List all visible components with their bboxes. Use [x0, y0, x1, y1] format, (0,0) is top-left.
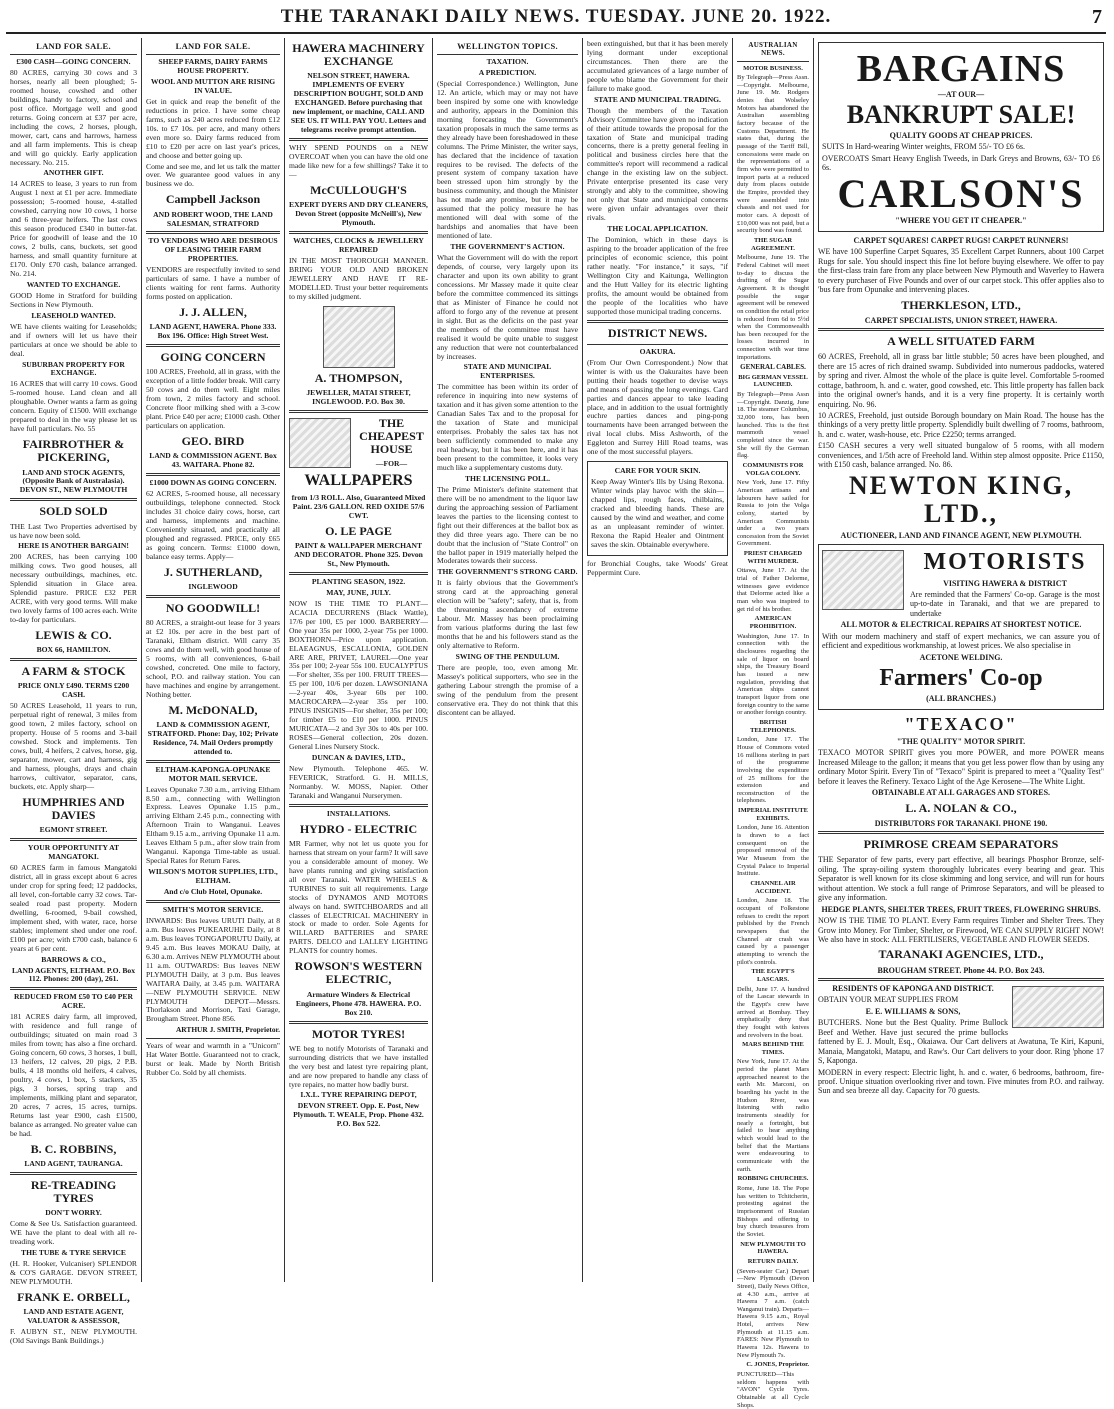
article-subheading: IMPERIAL INSTITUTE EXHIBITS.: [738, 807, 808, 822]
article-body: London, June 17. The House of Commons voted 16 millions sterling in part of the programme involving the expenditure of 25 millions for the extension and reconstruction of the telephones.: [737, 736, 809, 805]
signature: ARTHUR J. SMITH, Proprietor.: [175, 1025, 280, 1035]
ad-heading: £1000 DOWN AS GOING CONCERN.: [149, 478, 277, 488]
ad-heading: SUBURBAN PROPERTY FOR EXCHANGE.: [22, 359, 125, 378]
advertiser-name: ROWSON'S WESTERN ELECTRIC,: [294, 959, 423, 987]
ad-heading: HERE IS ANOTHER BARGAIN!: [18, 541, 129, 551]
article-body: London, June 16. Attention is drawn to a fact consequent on the proposed removal of the War Museum from the Crystal Palace to Imperial Institute.: [737, 824, 809, 878]
ad-body: for Bronchial Coughs, take Woods' Great Peppermint Cure.: [587, 558, 728, 577]
advertiser-address: LAND AGENT, HAWERA. Phone 333. Box 196. Office: High Street West.: [149, 322, 277, 341]
ad-body: 200 ACRES, has been carrying 100 milking cows. Two good houses, all necessary outbuildings, machines, etc. Splendid situation in Glace area. Splendid pasture. PRICE £32 PER ACRE, with very good terms. Will make two lovely farms of 100 acres each. Write to-day for particulars.: [10, 552, 137, 625]
column-1: [6, 38, 142, 1345]
ad-body: Are reminded that the Farmers' Co-op. Garage is the most up-to-date in Taranaki, and that we are prepared to undertake: [910, 589, 1100, 618]
ad-body: PUNCTURED—This seldom happens with "AVON" Cycle Tyres. Obtainable at all Cycle Shops.: [737, 1371, 809, 1409]
ad-body: NELSON STREET, HAWERA. IMPLEMENTS OF EVERY DESCRIPTION BOUGHT, SOLD AND EXCHANGED. Before purchasing that new implement, or machine, CALL AND SEE US. IT WILL PAY YOU. Letters and telegrams receive prompt attention.: [290, 71, 427, 135]
divider: [437, 54, 578, 55]
ad-body: IN THE MOST THOROUGH MANNER. BRING YOUR OLD AND BROKEN JEWELLERY AND HAVE IT RE-MODELLED. Trust your better requirements to my skilled judgment.: [289, 255, 428, 301]
ad-subheading: "THE QUALITY" MOTOR SPIRIT.: [896, 737, 1026, 747]
ad-body: SUITS In Hard-wearing Winter weights, FROM 55/- TO £6 6s.: [822, 142, 1025, 152]
ad-heading: MOTORISTS: [923, 549, 1087, 576]
ad-heading: SHEEP FARMS, DAIRY FARMS HOUSE PROPERTY.: [158, 57, 268, 75]
article-body: Washington, June 17. In connection with the disclosures regarding the sale of liquor on board ships, the Treasury Board has issued a new regulation, providing that American ships cannot transport liquor from one foreign country to the same or another foreign country.: [737, 632, 809, 717]
ad-heading: CARE FOR YOUR SKIN.: [614, 466, 701, 476]
article-subheading: MARS BEHIND THE TIMES.: [742, 1041, 804, 1056]
ad-body: (Seven-seater Car.) Depart—New Plymouth (Devon Street), Daily News Office, at 4.30 a.m., arrive at Hawera 7 a.m. (catch Wanganui train). Departs—Hawera 9.15 a.m., Royal Hotel, arrives New Plymouth at 11.15 a.m. FARES: New Plymouth to Hawera 12s. Hawera to New Plymouth 7s.: [737, 1267, 809, 1359]
article-subheading: AMERICAN PROHIBITION.: [749, 615, 797, 631]
article-body: The committee has been within its order of reference in inquiring into new systems of taxation and it has given some attention to the Canadian Sales Tax and to the proposal for the taxation of State and municipal enterprises. Probably the sales tax has not been sufficiently commended to make any real headway, but it has been here, and it has been present to the committee, it looks very much like a supplementary customs duty.: [437, 382, 578, 472]
article-subheading: SWING OF THE PENDULUM.: [455, 652, 560, 662]
advertiser-name: HUMPHRIES AND DAVIES: [22, 794, 125, 822]
article-headline: WELLINGTON TOPICS.: [457, 41, 558, 51]
ad-heading: REDUCED FROM £50 TO £40 PER ACRE.: [14, 992, 133, 1011]
ad-heading: RE-TREADING TYRES: [30, 1177, 117, 1206]
ad-subheading: —FOR—: [375, 459, 408, 469]
ad-body: Years of wear and warmth in a "Unicorn" Hat Water Bottle. Guaranteed not to crack, burst or leak. Made by North British Rubber Co. Sold by all chemists.: [146, 1041, 280, 1077]
article-subheading: OAKURA.: [639, 346, 676, 356]
divider: [587, 344, 728, 345]
advertiser-name: LEWIS & CO.: [35, 628, 112, 643]
ad-body: WE beg to notify Motorists of Taranaki and surrounding districts that we have installed the very best and latest tyre repairing plant, and are now prepared to handle any class of tyre repairs, no matter how badly burst.: [289, 1043, 428, 1089]
ad-heading: WANTED TO EXCHANGE.: [26, 279, 121, 289]
ad-body: NOW IS THE TIME TO PLANT. Every Farm requires Timber and Shelter Trees. They Grow into Money. For Timber, Shelter, or Firewood, WE CAN SUPPLY RIGHT NOW! We also have in stock: ALL FERTILISERS, VEGETABLE AND FLOWER SEEDS.: [818, 916, 1104, 944]
ad-body: 60 ACRES farm in famous Mangatoki district, all in grass except about 6 acres under crop for spring feed; 12 paddocks, all level, con-fortable carry 32 cows. Tar-sealed road past property. Modern dwelling, 6-roomed, 9-bail cowshed, implement shed, with water, race, horse stables; implement shed under one roof. £100 per acre; with £700 cash, balance 6 years at 6 per cent.: [10, 863, 137, 953]
advertiser-address: PAINT & WALLPAPER MERCHANT AND DECORATOR. Phone 325. Devon St., New Plymouth.: [294, 541, 423, 568]
signature: C. JONES, Proprietor.: [746, 1361, 809, 1369]
section-heading: GENERAL CABLES.: [740, 363, 806, 372]
ad-body: BUTCHERS. None but the Best Quality. Prime Bullock Beef and Wether. Have just secured the prime bullocks fattened by E. J. Moult, Esq., Okaiawa. Our Cart delivers at Awatuna, Te Kiri, Kapuni, Manaia, Mangatoki, Matapu, and Raw's. Our Cart delivers to your door. Ring 'phone 17 S, Kaponga.: [818, 1018, 1104, 1066]
advertiser-address: LAND & COMMISSION AGENT, STRATFORD. Phone: Day, 102; Private Residence, 74. Mail Orders promptly attended to.: [147, 719, 279, 756]
advertiser-name: THERKLESON, LTD.,: [901, 297, 1021, 312]
article-subheading: THE LOCAL APPLICATION.: [607, 224, 708, 234]
ad-heading: ANOTHER GIFT.: [43, 168, 104, 178]
advertiser-name: J. J. ALLEN,: [179, 305, 247, 320]
ad-body: 100 ACRES, Freehold, all in grass, with the exception of a little fodder break. Will carry 50 cows and do them well. Eight miles from town, 2 miles factory and school. Concrete floor milking shed with a 3-cow plant. Price £40 per acre; £1000 cash. Other particulars on application.: [146, 367, 280, 431]
divider: [10, 54, 137, 55]
article-body: Though the members of the Taxation Advisory Committee have given no indication of their attitude towards the proposal for the taxation of State and municipal trading concerns, there is a pretty general feeling in political and business circles here that the committee's report will recommend a radical change in the existing law on the subject. Private enterprise presented its case very strongly and ably to the committee, showing not only that State and municipal concerns were given unfair advantages over their rivals.: [587, 105, 728, 223]
article-body: It is fairly obvious that the Government's strong card at the approaching general election will be "safety"; safety, that is, from the threatening ascendancy of extreme Labour. Mr. Massey has been proclaiming from various platforms during the last few months that he and his followers stand as the only alternative to Reform.: [437, 578, 578, 651]
advertiser-address: LAND AND ESTATE AGENT, VALUATOR & ASSESSOR,: [23, 1307, 124, 1325]
ad-heading: NO GOODWILL!: [165, 600, 261, 615]
ad-heading: PRIMROSE CREAM SEPARATORS: [863, 837, 1059, 852]
section-heading: LAND FOR SALE.: [36, 41, 111, 51]
divider: [818, 978, 1104, 981]
ad-body: MR Farmer, why not let us quote you for harness that stream on your farm? It will save you a considerable amount of money. We have plants running and giving satisfaction all over Taranaki. WATER WHEELS & TURBINES to suit all requirements. Large stocks of DYNAMOS AND MOTORS always on hand. SWITCHBOARDS and all classes of ELECTRICAL MACHINERY in stock or made to order. Sole Agents for WILLARD BATTERIES and SPARE PARTS. DELCO and LALLEY LIGHTING PLANTS for country homes.: [289, 838, 428, 956]
ad-body: 80 ACRES, carrying 30 cows and 3 horses, nearly all been ploughed; 5-roomed house, cowshed and other buildings, handy to factory, school and post office. Mortgage well and good returns. Going concern at £37 per acre, including the cows, 2 horses, plough, mower, cart, cans and harrows, harness and all farm implements. This is cheap and will go quickly. Early application necessary. No. 215.: [10, 67, 137, 167]
article-subheading: ROBBING CHURCHES.: [737, 1175, 809, 1183]
column-7: [814, 38, 1108, 1282]
advertiser-name: L. A. NOLAN & CO.,: [905, 800, 1017, 815]
article-body: London, June 18. The occupant of Folkestone refuses to credit the report published by the French newspapers that the Channel air crash was caused by a passenger attempting to wrench the pilot's controls.: [737, 897, 809, 966]
advertiser-name: McCULLOUGH'S: [310, 182, 407, 197]
divider: [146, 760, 280, 763]
advertiser-name: E. E. WILLIAMS & SONS,: [865, 1006, 961, 1016]
advertiser-address: JEWELLER, MATAI STREET, INGLEWOOD. P.O. Box 30.: [306, 387, 411, 406]
advertiser-name: J. SUTHERLAND,: [163, 564, 263, 579]
divider: [10, 1172, 137, 1175]
advertiser-name: WILSON'S MOTOR SUPPLIES, LTD., ELTHAM.: [148, 867, 278, 886]
article-body: (Special Correspondence.) Wellington, June 12. An article, which may or may not have been inspired by some one with knowledge and authority, appears in the Dominion this morning forecasting the Government's taxation proposals in much the same terms as they already have been foreshadowed in these columns. The Prime Minister, the writer says, has declared that the incidence of taxation requires to be revised. The defects of the present system of company taxation have been stressed upon him strongly by the business community, and though the Minister has not made any promise, but it may be assumed that the policy measure he has mentioned will deal with some of the hardships and anomalies that have been mentioned of late.: [437, 78, 578, 241]
advertiser-address: INGLEWOOD: [188, 581, 238, 591]
article-body: Delhi, June 17. A hundred of the Lascar stewards in the Egypt's crew have arrived at Bombay. They emphatically deny that they fought with knives and revolvers in the boat.: [737, 985, 809, 1039]
advertiser-name: HAWERA MACHINERY EXCHANGE: [292, 41, 425, 69]
ad-subheading: RETURN DAILY.: [747, 1257, 799, 1265]
article-subheading: THE SUGAR AGREEMENT.: [751, 236, 795, 252]
advertiser-address: LAND AND STOCK AGENTS, (Opposite Bank of Australasia). DEVON ST., NEW PLYMOUTH: [19, 467, 128, 495]
ad-heading: THE TUBE & TYRE SERVICE: [21, 1248, 126, 1258]
ad-heading: ACETONE WELDING.: [919, 652, 1003, 662]
ad-body: from 1/3 ROLL. Also, Guaranteed Mixed Paint. 23/6 GALLON. RED OXIDE 57/6 CWT.: [291, 492, 426, 520]
advertiser-address: LAND AGENT, TAURANGA.: [24, 1158, 123, 1168]
ad-body: OVERCOATS Smart Heavy English Tweeds, in Dark Greys and Browns, 63/- TO £6 6s.: [822, 153, 1100, 173]
advertiser-name: GEO. BIRD: [181, 434, 245, 449]
ad-body: (H. R. Hooker, Vulcaniser) SPLENDOR & CO'S GARAGE. DEVON STREET, NEW PLYMOUTH.: [10, 1258, 137, 1286]
ad-body: INWARDS: Bus leaves URUTI Daily, at 8 a.m. Bus leaves PUKEARUHE Daily, at 8 a.m. Bus leaves TONGAPORUTU Daily, at 9.45 a.m. Bus leaves MOKAU Daily, at 6.30 a.m. Arrives NEW PLYMOUTH about 11 a.m. OUTWARDS: Bus leaves NEW PLYMOUTH Daily, at 3 p.m. Bus leaves WAITARA Daily, at 3.45 p.m. WAITARA—NEW PLYMOUTH SERVICE. NEW PLYMOUTH DEPOT—Messrs. Thorlakson and Morrison, Taxi Garage, Brougham Street. Phone 856.: [146, 915, 280, 1024]
section-heading: DISTRICT NEWS.: [607, 325, 708, 340]
divider: [818, 831, 1104, 834]
article-headline: AUSTRALIAN NEWS.: [748, 41, 798, 58]
ad-heading: YOUR OPPORTUNITY AT MANGATOKI.: [27, 843, 120, 862]
divider: [146, 1038, 280, 1039]
article-subheading: BRITISH TELEPHONES.: [750, 718, 796, 734]
article-body: New York, June 17. Fifty American artisans and labourers have sailed for Russia to join the Volga colony, started by American Communists under a two years concession from the Soviet Government.: [737, 479, 809, 548]
jeweller-illustration: [323, 306, 395, 368]
carlsons-ad: [818, 42, 1104, 232]
article-subheading: THE GOVERNMENT'S ACTION.: [450, 242, 565, 252]
advertiser-address: CARPET SPECIALISTS, UNION STREET, HAWERA.: [864, 315, 1058, 325]
divider: [289, 1021, 428, 1024]
ad-body: 50 ACRES Leasehold, 11 years to run, perpetual right of renewal, 3 miles from good town, 2 miles factory, school on property. House of 5 rooms and 3-bail cowshed. Stock and implements. Ten cows, bull, 4 heifers, 2 calves, horse, gig, separator, mower, cart and harness, gig and harness, ploughs, drays and chain harrows, cultivator, separator, cans, buckets, etc. Apply sharp—: [10, 701, 137, 791]
advertiser-address: LAND AGENTS, ELTHAM. P.O. Box 112. Phones: 200 (day), 261.: [11, 965, 136, 984]
ad-heading: £300 CASH—GOING CONCERN.: [16, 57, 131, 67]
ad-body: THE Separator of few parts, every part effective, all bearings Phosphor Bronze, self-oiling. The spray-oiling system thoroughly lubricates every bearing and gear. This Separator is well known for its close skimming and long service, and will run for hours without attention. We stock a full range of Primrose Separators, and will be pleased to give any information.: [818, 855, 1104, 903]
ad-heading: ALL MOTOR & ELECTRICAL REPAIRS AT SHORTEST NOTICE.: [840, 620, 1082, 630]
hotel-illustration: [1012, 986, 1104, 1028]
article-subheading: BIG GERMAN VESSEL LAUNCHED.: [738, 373, 808, 389]
article-subheading: STATE AND MUNICIPAL ENTERPRISES.: [463, 362, 552, 381]
ad-body: WHY SPEND POUNDS on a NEW OVERCOAT when you can have the old one made like new for a few shillings? Take it to—: [289, 143, 428, 179]
ad-heading: SMITH'S MOTOR SERVICE.: [162, 905, 264, 914]
column-australian-news: [733, 38, 814, 1409]
article-body: There are people, too, even among Mr. Massey's political supporters, who see in the gathering Labour strength the promise of a swing of the pendulum from the present conservative era. They do not think that this discontent can be allayed.: [437, 662, 578, 717]
ad-slogan: "WHERE YOU GET IT CHEAPER.": [895, 216, 1027, 226]
ad-heading: A FARM & STOCK: [21, 664, 126, 679]
ad-heading: THE CHEAPEST HOUSE: [359, 415, 424, 457]
ad-body: F. AUBYN ST., NEW PLYMOUTH. (Old Savings Bank Buildings.): [10, 1326, 137, 1345]
ad-heading: TO VENDORS WHO ARE DESIROUS OF LEASING THEIR FARM PROPERTIES.: [148, 236, 278, 264]
sold-banner: SOLD SOLD: [39, 504, 108, 519]
advertiser-name: Campbell Jackson: [165, 192, 261, 207]
ad-heading: MOTOR TYRES!: [311, 1026, 406, 1041]
advertiser-address: And c/o Club Hotel, Opunake.: [163, 887, 263, 897]
divider: [737, 61, 809, 62]
advertiser-name: O. LE PAGE: [325, 523, 392, 538]
ad-heading: GOING CONCERN: [160, 350, 266, 365]
article-body: New York, June 17. At the period the planet Mars approached nearest to the earth Mr. Marconi, on boarding his yacht in the Hudson River, was listening with radio instruments steadily for nearly a fortnight, but failed to hear anything which would lead to the belief that the Martians were endeavouring to communicate with the earth.: [737, 1058, 809, 1173]
advertiser-address: DEVON STREET. Opp. E. Post, New Plymouth. T. WEALE, Prop. Phone 432. P.O. Box 522.: [293, 1101, 424, 1129]
ad-body: Leaves Opunake 7.30 a.m., arriving Eltham 8.50 a.m., connecting with Wellington Express. Leaves Opunake 1.15 p.m., arriving Eltham 2.45 p.m., connecting with Afternoon Train to Wanganui. Leaves Eltham 9.15 a.m., arriving Opunake 11 a.m. Leaves Eltham 5 p.m., after slow train from Wanganui. Kaponga Time-table as usual. Special Rates for Return Fares.: [146, 784, 280, 866]
advertiser-address: EXPERT DYERS AND DRY CLEANERS, Devon Street (opposite McNeill's), New Plymouth.: [289, 200, 428, 227]
section-heading: LAND FOR SALE.: [175, 41, 251, 51]
divider: [146, 595, 280, 598]
ad-heading: BARGAINS: [856, 48, 1066, 90]
ad-heading: WATCHES, CLOCKS & JEWELLERY REPAIRED: [293, 235, 424, 254]
article-subheading: PRIEST CHARGED WITH MURDER.: [743, 550, 803, 565]
advertiser-address: EGMONT STREET.: [39, 825, 108, 835]
advertiser-name: FRANK E. ORBELL,: [17, 1289, 130, 1304]
ad-heading: HEDGE PLANTS, SHELTER TREES, FRUIT TREES, FLOWERING SHRUBS.: [821, 904, 1101, 914]
article-body: What the Government will do with the report depends, of course, very largely upon its character and upon its own ability to grant concessions. Mr Massey made it quite clear before the committee commenced its sittings that as Minister of Finance he could not afford to forgo any of the revenue at present in sight. But as the deficits on the past year the members of the committee must have realised it would be quite unable to suggest any reduction that were not counterbalanced by increases.: [437, 253, 578, 361]
page-number: 7: [1092, 6, 1102, 28]
ad-body: Come and see me, and let us talk the matter over. We guarantee good values in any business we do.: [146, 161, 280, 189]
article-subheading: MOTOR BUSINESS.: [743, 64, 803, 72]
ad-heading: WALLPAPERS: [304, 472, 413, 490]
article-subheading: A PREDICTION.: [478, 67, 537, 77]
divider: [587, 320, 728, 323]
ad-body: MODERN in every respect: Electric light, h. and c. water, 6 bedrooms, bathroom, fire-proof. Unique situation overlooking river and town. Five minutes from P.O. and railway. Sun and sea breeze all day. Capacity for 70 guests.: [818, 1067, 1104, 1096]
ad-body: VENDORS are respectfully invited to send particulars of same. I have a number of clients waiting for rent farms. Authority forms posted on application.: [146, 265, 280, 302]
article-body: The Dominion, which in these days is aspiring to the broader application of the free principles of economic science, this point rather neatly. "For instance," it says, "if Wellington City and Kaitunga, Wellington and the Hutt Valley for its electric lighting profits, the amount would be obtained from the people of the localities who have supported those municipal trading concerns.: [587, 235, 728, 316]
article-body: been extinguished, but that it has been merely lying dormant under exceptional circumstances. Then there are the accumulated grievances of a large number of people who blame the Government for their failure to make good.: [587, 39, 728, 93]
divider: [289, 410, 428, 413]
ad-body: 60 ACRES, Freehold, all in grass bar little stubble; 50 acres have been ploughed, and there are 15 acres of rich drained swamp. Subdivided into numerous paddocks, watered by spring and river. Almost the whole of the place is quite level. Comfortable 5-roomed cottage, bathroom, h. and c. water, good cowshed, etc. This little property has fallen back into the original owner's hands, and it is a very fine property. It is certainly worth enquiring. No. 96.: [818, 352, 1104, 409]
divider: [289, 231, 428, 234]
rexona-ad: [587, 461, 728, 556]
ad-body: NOW IS THE TIME TO PLANT— ACACIA DECURRENS (Black Wattle), 17/6 per 100, £5 per 1000. BARBERRY—One year 35s per 1000, 2-year 75s per 1000. BOXTHORN—Price upon application. ELAEAGNUS, ESCALLONIA, GOLDEN ARE ARE, PRIVET, LAUREL—One year 35s per 100; 2-year 55s 100. EUCALYPTUS—For shelter, 35s per 100. FRUIT TREES—£5 per 100, 10/6 per dozen. LAWSONIANA—2-year 40s, 3-year 60s per 100. MACROCARPA—2-year 35s per 100. PINUS INSIGNIS—For shelter, 35s per 100; for timber £5 to £10 per 1000. PINUS MURICATA—2 and 3yr 30s to 40s per 100. ROSES—General collection, 20s dozen. General Lines Nursery Stock.: [289, 598, 428, 752]
ad-body: £150 CASH secures a very well situated bungalow of 5 rooms, with all modern conveniences, and 1/5th acre of Freehold land. Within step almost opposite. Price £1150, with £150 cash, balance arranged. No. 86.: [818, 441, 1104, 470]
divider: [10, 658, 137, 661]
ad-heading: ELTHAM-KAPONGA-OPUNAKE MOTOR MAIL SERVICE.: [155, 764, 271, 783]
divider: [146, 344, 280, 347]
masthead: [6, 4, 1106, 34]
divider: [10, 838, 137, 841]
article-body: By Telegraph—Press Assn.—Copyright. Melbourne, June 19. Mr. Rodgers denies that Wolseley Motors has abandoned the Australian assembling factory because of the Customs Department. He states that, during the passage of the Tariff Bill, concessions were made on the representations of a firm who were permitted to import parts at a reduced duty from places outside the Empire, provided they were assembled into chassis and not used for motor cars. A deposit of £10,000 was not paid, but a security bond was found.: [737, 74, 809, 235]
advertiser-name: CARLSON'S: [837, 171, 1085, 217]
article-subheading: THE EGYPT'S LASCARS.: [751, 968, 795, 983]
article-body: Ottawa, June 17. At the trial of Father Delorme, witnesses gave evidence that Delorme acted like a man who was inspired to get rid of his brother.: [737, 567, 809, 613]
advertiser-name: TARANAKI AGENCIES, LTD.,: [878, 947, 1044, 962]
article-subheading: COMMUNISTS FOR VOLGA COLONY.: [742, 461, 804, 477]
divider: [289, 572, 428, 575]
advertiser-address: LAND & COMMISSION AGENT. Box 43. WAITARA. Phone 82.: [149, 451, 277, 470]
column-3: [285, 38, 433, 1282]
ad-heading: PLANTING SEASON, 1922.: [311, 576, 406, 586]
ad-heading: "TEXACO": [904, 713, 1018, 734]
divider: [10, 498, 137, 501]
advertiser-name: B. C. ROBBINS,: [30, 1141, 117, 1156]
ad-body: GOOD Home in Stratford for building Sections in New Plymouth.: [10, 290, 137, 309]
advertiser-name: A. THOMPSON,: [314, 370, 403, 385]
ad-heading: CARPET SQUARES! CARPET RUGS! CARPET RUNNERS!: [853, 235, 1069, 245]
ad-heading: OBTAINABLE AT ALL GARAGES AND STORES.: [871, 788, 1051, 798]
ad-body: 181 ACRES dairy farm, all improved, with residence and full range of outbuildings; situated on main road 3 miles from town; has also a fine orchard. Going concern, 60 cows, 3 horses, 1 bull, 13 heifers, 12 calves, 20 pigs, 2 P.B. bulls, 4 18 months old heifers, 4 calves, poultry, 4 cows, 1 box, 5 stackers, 35 pigs, 3 horses, spring trap and implements, milking plant and separator, 20 acres, 7 acres, 15 acres, turnips. Returns last year £900, cash £1500, balance as arranged. No greater value can be had.: [10, 1012, 137, 1138]
ad-body: 10 ACRES, Freehold, just outside Borough boundary on Main Road. The house has the thinkings of a very pretty little property. Splendidly built dwelling of 7 rooms, bathroom, h. and c. water, wash-house, etc. Price £2250; terms arranged.: [818, 410, 1104, 439]
ad-heading: BANKRUPT SALE!: [846, 100, 1076, 130]
newspaper-title: THE TARANAKI DAILY NEWS. TUESDAY. JUNE 20. 1922.: [280, 6, 832, 27]
ad-heading: A WELL SITUATED FARM: [887, 334, 1035, 349]
column-2: [142, 38, 285, 1282]
article-subheading: STATE AND MUNICIPAL TRADING.: [594, 94, 721, 104]
painter-illustration: [289, 418, 351, 468]
ad-body: With our modern machinery and staff of expert mechanics, we can assure you of efficient and expeditious workmanship, at lowest prices. We also specialise in: [822, 631, 1100, 651]
advertiser-name: DUNCAN & DAVIES, LTD.,: [311, 753, 406, 762]
ad-body: WE have 100 Superfine Carpet Squares, 35 Excellent Carpet Runners, about 100 Carpet Rugs for sale. You should inspect this fine lot before buying elsewhere. We offer to pay the first-class train fare from any place between New Plymouth and Waverley to Hawera to every purchaser of Five Pounds and over of our carpet stock. This offer applies also to 'bus fare from Opunake and intervening places.: [818, 247, 1104, 295]
article-body: (From Our Own Correspondent.) Now that winter is with us the Oakuraites have been putting their heads together to devise ways and means of passing the long evenings. Card parties and dances appear to take leading place, and in addition to the usual fortnightly euchre parties dances and ping-pong tournaments have been arranged between the rival local clubs. Miss Ashworth, of the Eggleton and Surrey Hill Road teams, was one of the most successful players.: [587, 357, 728, 457]
article-body: By Telegraph—Press Assn—Copyright. Danzig, June 18. The steamer Columbus, 32,000 tons, has been launched. This is the first mammoth vessel completed since the war. She will fly the German flag.: [737, 391, 809, 460]
advertiser-address: Armature Winders & Electrical Engineers, Phone 478. HAWERA. P.O. Box 210.: [295, 989, 422, 1017]
advertiser-name: I.X.L. TYRE REPAIRING DEPOT,: [300, 1090, 417, 1100]
ad-body: TEXACO MOTOR SPIRIT gives you more POWER, and more POWER means Increased Mileage to the gallon; it means that you get less power flow than by using any ordinary Motor Spirit. Every Tin of "Texaco" Spirit is prepared to meet a "Quality Test" before it leaves the Refinery. Texaco Light of the Age Kerosene—The White Light.: [818, 748, 1104, 786]
ad-body: Get in quick and reap the benefit of the reductions in price. I have some cheap farms, such as 240 acres reduced from £12 10s. to £7 10s. per acre, and many others even more so. Dairy farms reduced from £10 to £20 per acre on last year's prices, and choose and better going up.: [146, 96, 280, 160]
ad-price: PRICE ONLY £490. TERMS £200 CASH.: [17, 681, 130, 700]
ad-heading: NEW PLYMOUTH TO HAWERA.: [740, 1240, 806, 1256]
advertiser-name: FAIRBROTHER & PICKERING,: [22, 437, 125, 465]
article-body: The Prime Minister's definite statement that there will be no amendment to the liquor law during the approaching session of Parliament leaves the parties to the licensing contest to fight out their differences at the ballot box as they did three years ago. There can be no doubt that the inclusion of "State Control" on the ballot paper in 1919 materially helped the Moderates towards their success.: [437, 484, 578, 566]
ad-subheading: —AT OUR—: [937, 90, 985, 99]
divider: [289, 138, 428, 141]
ad-body: Keep Away Winter's Ills by Using Rexona. Winter winds play havoc with the skin—chapped lips, rough faces, chilblains, cracked and bleeding hands. These are caused by the wind and weather, and come as an unpleasant reminder of winter. Rexona the Rapid Healer and Ointment saves the skin. Obtainable everywhere.: [591, 477, 724, 549]
article-body: Rome, June 18. The Pope has written to Tchitcherin, protesting against the imprisonment of Russian Bishops and offering to buy church treasures from the Soviet.: [737, 1184, 809, 1238]
ad-subheading: MAY, JUNE, JULY.: [326, 587, 391, 597]
advertiser-address: AUCTIONEER, LAND AND FINANCE AGENT, NEW PLYMOUTH.: [840, 530, 1082, 540]
divider: [10, 987, 137, 990]
advertiser-name: M. McDONALD,: [168, 702, 258, 717]
advertiser-address: AND ROBERT WOOD, THE LAND SALESMAN, STRATFORD: [153, 209, 273, 228]
divider: [146, 900, 280, 903]
ad-body: 16 ACRES that will carry 10 cows. Good 5-roomed house. Land clean and all ploughable. Owner wants a farm as going concern. Equity of £1500. Will exchange prepared to deal in the way please let us have full particulars. No. 55: [10, 379, 137, 434]
ad-body: Come & See Us. Satisfaction guaranteed. WE have the plant to deal with all re-treading work.: [10, 1219, 137, 1247]
advertiser-address: BOX 66, HAMILTON.: [36, 645, 111, 655]
ad-body: OBTAIN YOUR MEAT SUPPLIES FROM: [818, 995, 959, 1005]
ad-subheading: VISITING HAWERA & DISTRICT: [943, 578, 1067, 588]
ad-heading: LEASEHOLD WANTED.: [31, 310, 116, 320]
article-subheading: TAXATION.: [486, 57, 529, 67]
advertiser-name: Farmers' Co-op: [879, 665, 1043, 692]
advertiser-address: DISTRIBUTORS FOR TARANAKI. PHONE 190.: [874, 818, 1048, 828]
article-subheading: CHANNEL AIR ACCIDENT.: [750, 880, 796, 895]
column-4: [433, 38, 583, 1282]
article-body: Melbourne, June 19. The Federal Cabinet will meet to-day to discuss the drafting of the Sugar Agreement. It is thought possible the sugar agreement will be renewed on condition the retail price is reduced from 6d to 5½d when the Commonwealth has been recouped for the losses incurred in connection with war time importations.: [737, 254, 809, 361]
article-subheading: THE GOVERNMENT'S STRONG CARD.: [437, 567, 578, 577]
farmers-coop-ad: [818, 544, 1104, 710]
motorist-illustration: [822, 550, 904, 610]
ad-heading: INSTALLATIONS.: [326, 808, 391, 818]
advertiser-name: NEWTON KING, LTD.,: [848, 470, 1074, 529]
divider: [818, 328, 1104, 331]
ad-heading: HYDRO - ELECTRIC: [299, 821, 418, 836]
ad-body: THE Last Two Properties advertised by us have now been sold.: [10, 521, 137, 540]
divider: [146, 231, 280, 234]
column-5: [583, 38, 733, 1282]
advertiser-name: BARROWS & CO.,: [41, 954, 106, 964]
ad-subheading: QUALITY GOODS AT CHEAP PRICES.: [889, 130, 1033, 140]
ad-body: 14 ACRES to lease, 3 years to run from August 1 next at £1 per acre. Immediate possession; 5-roomed house, 4-stalled cowshed, carrying now 10 cows, 1 horse and 6 three-year heifers. The last cows this season produced £340 in butter-fat. Price for goodwill of lease and the 10 cows, 2 bulls, cans, buckets, set good harness, and small quantity furniture at £170. Only £70 cash, balance arranged. No. 214.: [10, 179, 137, 278]
ad-heading: WOOL AND MUTTON ARE RISING IN VALUE.: [150, 76, 276, 95]
ad-heading: RESIDENTS OF KAPONGA AND DISTRICT.: [832, 984, 994, 994]
ad-body: 80 ACRES, a straight-out lease for 3 years at £2 10s. per acre in the best part of Taranaki, Eltham district. Will carry 35 cows and do them well, with good house of 5 rooms, with all conveniences, 6-bail cowshed, concreted. One mile to factory, school, P.O. and railway station. You can have machines and engine by arrangement. Nothing better.: [146, 618, 280, 699]
advertiser-address: (ALL BRANCHES.): [926, 694, 996, 704]
ad-body: WE have clients waiting for Leaseholds; and if owners will let us have their particulars at once we should be able to deal.: [10, 321, 137, 358]
ad-subheading: DON'T WORRY.: [45, 1208, 102, 1218]
advertiser-address: New Plymouth. Telephone 465. W. FEVERICK, Stratford. G. H. MILLS, Normanby. W. MOSS, Napier. Other Taranaki and Wanganui Nurserymen.: [289, 763, 428, 800]
divider: [289, 804, 428, 807]
ad-body: 62 ACRES, 5-roomed house, all necessary outbuildings, telephone connected. Stock includes 31 choice dairy cows, horse, cart and harness, implements and machine. Conveniently situated, and practically all ploughed and regrassed. PRICE, only £65 as going concern. Terms: £1000 down, balance easy terms. Apply—: [146, 489, 280, 561]
advertiser-address: BROUGHAM STREET. Phone 44. P.O. Box 243.: [877, 965, 1045, 975]
divider: [146, 473, 280, 476]
divider: [146, 54, 280, 55]
article-subheading: THE LICENSING POLL.: [464, 473, 551, 483]
